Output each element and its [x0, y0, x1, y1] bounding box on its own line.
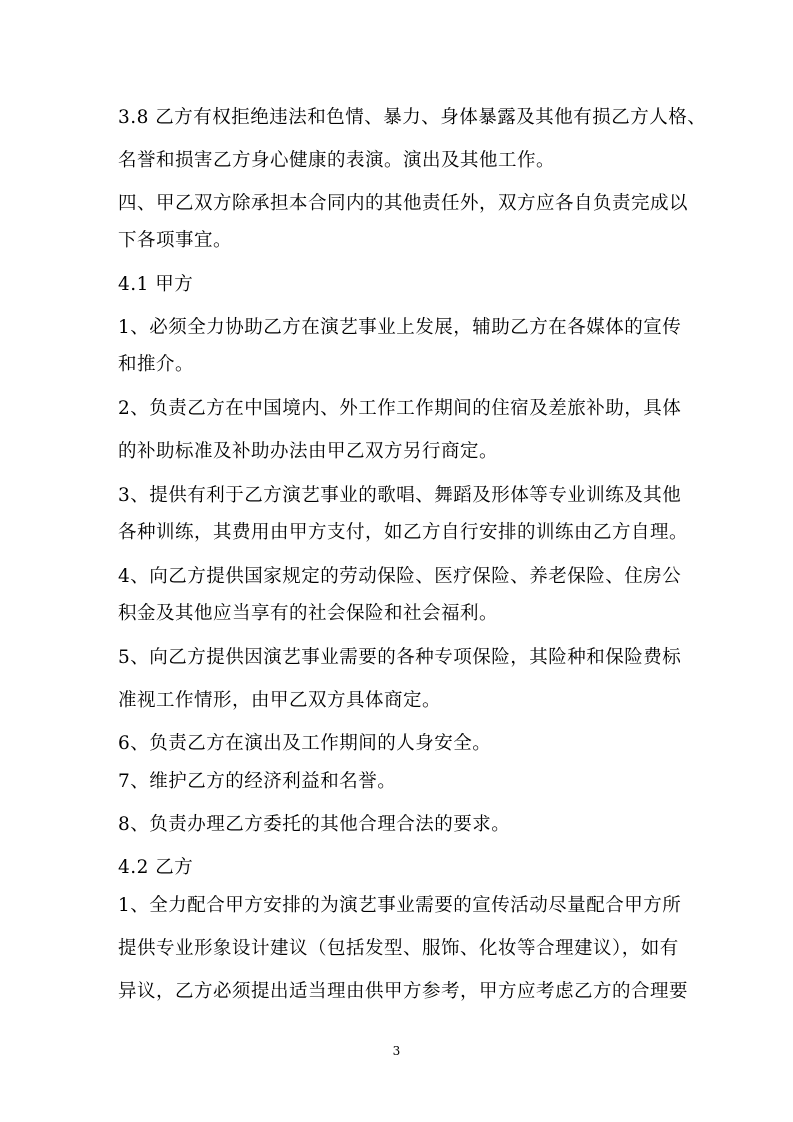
text-line: 3.8 乙方有权拒绝违法和色情、暴力、身体暴露及其他有损乙方人格、: [118, 107, 707, 128]
text-line: 8、负责办理乙方委托的其他合理合法的要求。: [118, 814, 511, 835]
section-heading: 4.1 甲方: [118, 274, 194, 295]
section-heading: 4.2 乙方: [118, 857, 194, 878]
text-line: 4、向乙方提供国家规定的劳动保险、医疗保险、养老保险、住房公: [118, 566, 682, 587]
text-line: 名誉和损害乙方身心健康的表演。演出及其他工作。: [118, 150, 556, 171]
text-line: 1、全力配合甲方安排的为演艺事业需要的宣传活动尽量配合甲方所: [118, 895, 682, 916]
text-line: 准视工作情形，由甲乙双方具体商定。: [118, 690, 442, 711]
text-line: 四、甲乙双方除承担本合同内的其他责任外，双方应各自负责完成以: [118, 193, 689, 214]
text-line: 1、必须全力协助乙方在演艺事业上发展，辅助乙方在各媒体的宣传: [118, 317, 682, 338]
page-number: 3: [392, 1044, 401, 1058]
text-line: 下各项事宜。: [118, 230, 233, 251]
text-line: 3、提供有利于乙方演艺事业的歌唱、舞蹈及形体等专业训练及其他: [118, 485, 682, 506]
text-line: 异议，乙方必须提出适当理由供甲方参考，甲方应考虑乙方的合理要: [118, 981, 689, 1002]
text-line: 积金及其他应当享有的社会保险和社会福利。: [118, 603, 499, 624]
text-line: 和推介。: [118, 354, 195, 375]
text-line: 的补助标准及补助办法由甲乙双方另行商定。: [118, 441, 499, 462]
text-line: 7、维护乙方的经济利益和名誉。: [118, 771, 397, 792]
text-line: 6、负责乙方在演出及工作期间的人身安全。: [118, 733, 492, 754]
text-line: 各种训练，其费用由甲方支付，如乙方自行安排的训练由乙方自理。: [118, 522, 689, 543]
text-line: 提供专业形象设计建议（包括发型、服饰、化妆等合理建议），如有: [118, 938, 679, 959]
text-line: 2、负责乙方在中国境内、外工作工作期间的住宿及差旅补助，具体: [118, 398, 682, 419]
text-line: 5、向乙方提供因演艺事业需要的各种专项保险，其险种和保险费标: [118, 647, 682, 668]
